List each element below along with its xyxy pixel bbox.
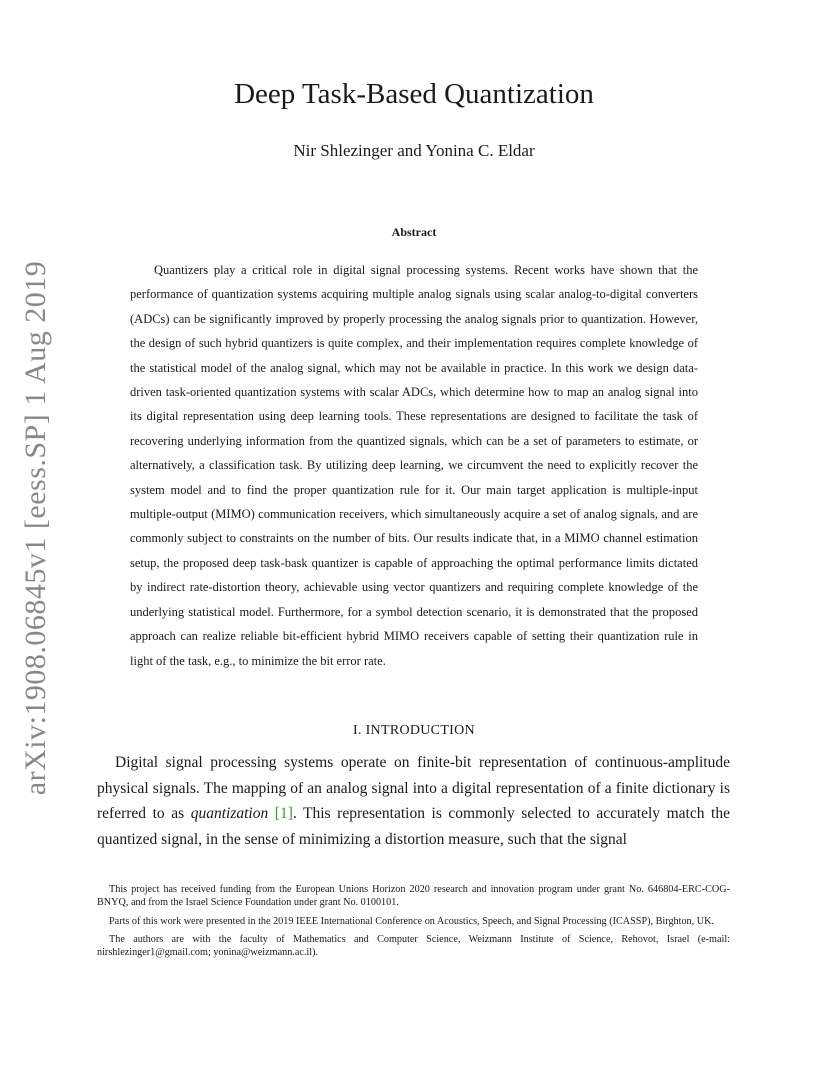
paper-title: Deep Task-Based Quantization	[234, 78, 594, 110]
intro-text-part1: Digital signal processing systems operate on finite-bit representation of continuous-amplitude physical signals. The mapping of an analog signal into a digital representation of a finite dictionary is referred to as	[97, 754, 730, 823]
section-heading-introduction: I. INTRODUCTION	[353, 723, 475, 738]
intro-text-part2	[268, 805, 275, 822]
abstract-text: Quantizers play a critical role in digital signal processing systems. Recent works have shown that the performance of quantization systems acquiring multiple analog signals using scalar analog-to-digital converters (ADCs) can be significantly improved by properly processing the analog signals prior to quantization. However, the design of such hybrid quantizers is quite complex, and their implementation requires complete knowledge of the statistical model of the analog signal, which may not be available in practice. In this work we design data-driven task-oriented quantization systems with scalar ADCs, which determine how to map an analog signal into its digital representation using deep learning tools. These representations are designed to facilitate the task of recovering underlying information from the quantized signals, which can be a set of parameters to estimate, or alternatively, a classification task. By utilizing deep learning, we circumvent the need to explicitly recover the system model and to find the proper quantization rule for it. Our main target application is multiple-input multiple-output (MIMO) communication receivers, which simultaneously acquire a set of analog signals, and are commonly subject to constraints on the number of bits. Our results indicate that, in a MIMO channel estimation setup, the proposed deep task-bask quantizer is capable of approaching the optimal performance limits dictated by indirect rate-distortion theory, achievable using vector quantizers and requiring complete knowledge of the underlying statistical model. Furthermore, for a symbol detection scenario, it is demonstrated that the proposed approach can realize reliable bit-efficient hybrid MIMO receivers capable of setting their quantization rule in light of the task, e.g., to minimize the bit error rate.	[130, 263, 698, 668]
footnote-funding: This project has received funding from the European Unions Horizon 2020 research and innovation program under grant No. 646804-ERC-COG-BNYQ, and from the Israel Science Foundation under grant No. 0100101.	[97, 884, 730, 909]
footnote-affiliation: The authors are with the faculty of Mathematics and Computer Science, Weizmann Institute of Science, Rehovot, Israel (e-mail: nirshlezinger1@gmail.com; yonina@weizmann.ac.il).	[97, 933, 730, 959]
intro-text-part3: . This representation is commonly selected to accurately match the quantized signal, in the sense of minimizing a distortion measure, such that the signal	[97, 805, 730, 848]
abstract-heading: Abstract	[391, 225, 437, 239]
arxiv-identifier-stamp: arXiv:1908.06845v1 [eess.SP] 1 Aug 2019	[19, 260, 52, 796]
intro-emphasis-quantization: quantization	[190, 805, 269, 823]
author-list: Nir Shlezinger and Yonina C. Eldar	[293, 141, 535, 160]
footnote-conference: Parts of this work were presented in the 2019 IEEE International Conference on Acoustics, Speech, and Signal Processing (ICASSP), Birghton, UK.	[109, 915, 715, 927]
introduction-paragraph	[97, 750, 730, 852]
footnotes	[97, 883, 730, 964]
citation-link[interactable]: [1]	[274, 805, 293, 823]
